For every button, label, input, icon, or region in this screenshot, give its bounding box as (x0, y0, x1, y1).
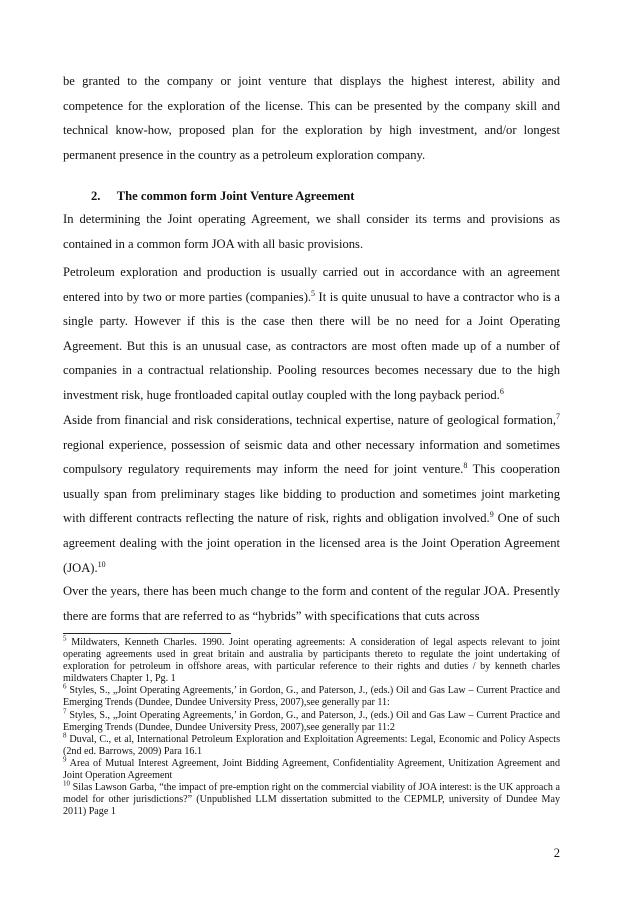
footnote-ref: 6 (499, 386, 504, 396)
paragraph-2: Petroleum exploration and production is usually carried out in accordance with an agreement entered into by two or more parties (companies).$^5$ It is quite unusual to have a contractor who is a single party. However if this is the case then there will be no need for a Joint Operating Agreement. But this is an unusual case, as contractors are most often made up of a number of companies in a contractual relationship. Pooling resources becomes necessary due to the high investment risk, huge frontloaded capital outlay coupled with the long payback period.$^6$ (63, 265, 561, 402)
section-heading (91, 184, 355, 208)
footnote: $^6$ Styles, S., „Joint Operating Agreements,’ in Gordon, G., and Paterson, J., (eds.) Oil and Gas Law – Current Practice and Emerging Trends (Dundee, Dundee University Press, 2007),see generally par 11: (63, 683, 560, 709)
footnote: $^{10}$ Silas Lawson Garba, “the impact of pre-emption right on the commercial viability of JOA interest: is the UK approach a model for other jurisdictions?” (Unpublished LLM dissertation submitted to the CEPMLP, university of Dundee May 2011) Page 1 (63, 779, 560, 818)
body-paragraph-4 (63, 579, 560, 628)
footnote-ref: 8 (463, 461, 468, 470)
paragraph-4: Over the years, there has been much change to the form and content of the regular JOA. Presently there are forms that are referred to as “hybrids” with specifications that cuts across (63, 584, 560, 623)
section-number: 2. (91, 189, 101, 203)
footnote-ref: 7 (556, 411, 560, 421)
footnote: $^9$ Area of Mutual Interest Agreement, Joint Bidding Agreement, Confidentiality Agreement, Unitization Agreement and Joint Operation Agreement (63, 755, 560, 782)
section-title: The common form Joint Venture Agreement (116, 189, 355, 203)
footnote: $^7$ Styles, S., „Joint Operating Agreements,’ in Gordon, G., and Paterson, J., (eds.) Oil and Gas Law – Current Practice and Emerging Trends (Dundee, Dundee University Press, 2007),see generally par 11:2 (63, 707, 560, 733)
footnotes (63, 634, 560, 818)
page-number: 2 (553, 846, 560, 860)
body-paragraph-intro (63, 69, 560, 167)
footnote: $^5$ Mildwaters, Kenneth Charles. 1990. Joint operating agreements: A consideration of legal aspects relevant to joint operating agreements used in great britain and australia by participants thereto to regulate the joint undertaking of exploration for petroleum in offshore areas, with particular reference to their rights and duties / by kenneth charles mildwaters Chapter 1, Pg. 1 (63, 634, 560, 685)
paragraph-3: Aside from financial and risk considerations, technical expertise, nature of geological formation,$^7$ regional experience, possession of seismic data and other necessary information and sometimes compulsory regulatory requirements may inform the need for joint venture.$^8$ This cooperation usually span from preliminary stages like bidding to production and sometimes joint marketing with different contracts reflecting the nature of risk, rights and obligation involved.$^9$ One of such agreement dealing with the joint operation in the licensed area is the Joint Operation Agreement (JOA).$^{10}$ (63, 411, 560, 575)
body-paragraph-2 (63, 260, 560, 408)
footnote-separator (63, 633, 231, 634)
intro-paragraph: be granted to the company or joint venture that displays the highest interest, ability and competence for the exploration of the license. This can be presented by the company skill and technical know-how, proposed plan for the exploration by high investment, and/or longest permanent presence in the country as a petroleum exploration company. (63, 74, 560, 162)
body-paragraph-1 (63, 207, 560, 256)
footnote-ref: 5 (311, 288, 316, 298)
footnote-ref: 9 (489, 510, 494, 520)
body-paragraph-3 (63, 408, 560, 580)
footnote: $^8$ Duval, C., et al, International Petroleum Exploration and Exploitation Agreements: Legal, Economic and Policy Aspects (2nd ed. Barrows, 2009) Para 16.1 (63, 731, 560, 757)
footnote-ref: 10 (97, 559, 106, 569)
paragraph-1: In determining the Joint operating Agreement, we shall consider its terms and provisions as contained in a common form JOA with all basic provisions. (63, 212, 560, 251)
